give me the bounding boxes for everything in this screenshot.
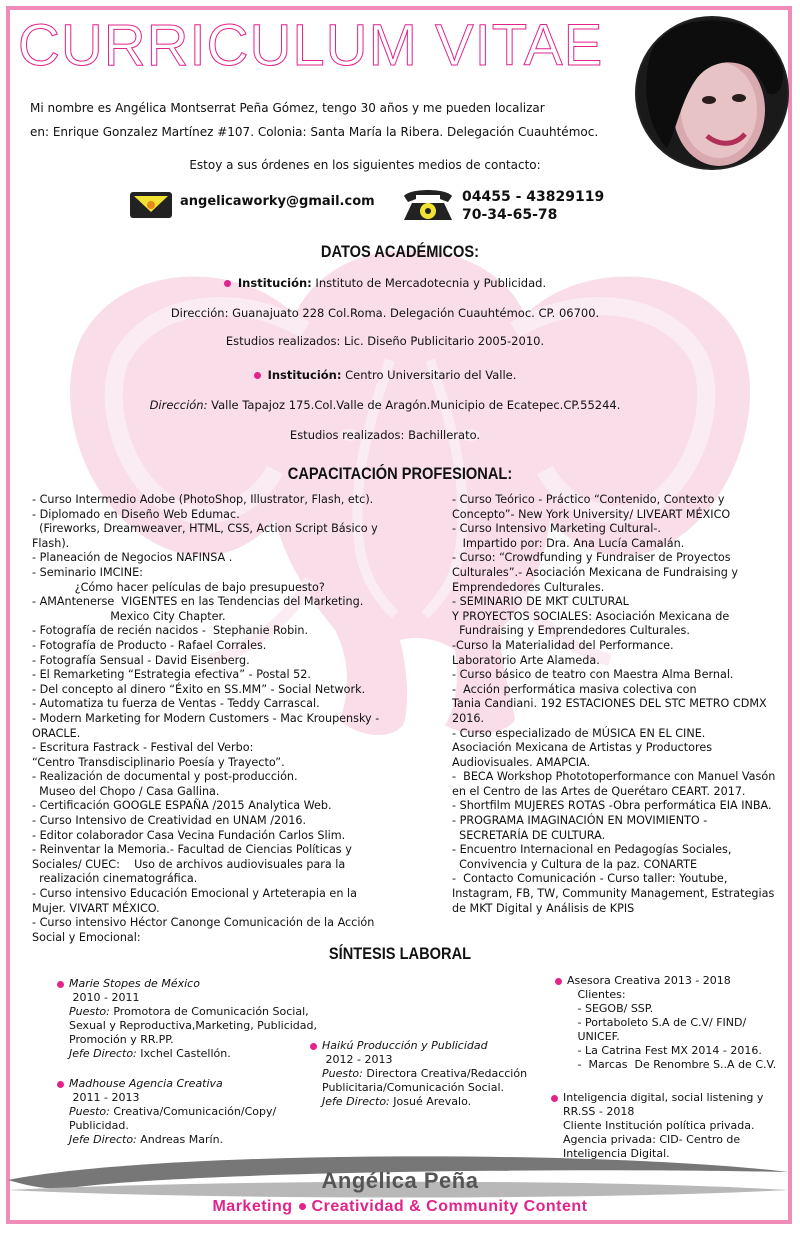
training-item: SECRETARÍA DE CULTURA. — [452, 828, 606, 842]
training-item: - Realización de documental y post-producción. — [32, 770, 298, 784]
training-title: CAPACITACIÓN PROFESIONAL: — [287, 464, 513, 483]
job-boss: Jefe Directo: Josué Arevalo. — [322, 1095, 472, 1108]
job-years: 2010 - 2011 — [72, 991, 140, 1004]
training-item: - Planeación de Negocios NAFINSA . — [32, 551, 233, 565]
intro-text — [30, 96, 598, 144]
job-puesto: Puesto: Creativa/Comunicación/Copy/ — [69, 1105, 277, 1118]
contact-heading: Estoy a sus órdenes en los siguientes medios de contacto: — [189, 158, 541, 172]
training-item: (Fireworks, Dreamweaver, HTML, CSS, Action Script Básico y — [32, 522, 378, 536]
job-line: - Marcas De Renombre S..A de C.V. — [567, 1058, 777, 1071]
training-item: Instagram, FB, TW, Community Management, Estrategias — [452, 887, 775, 901]
academic-address-2: Dirección: Valle Tapajoz 175.Col.Valle de Aragón.Municipio de Ecatepec.CP.55244. — [149, 398, 621, 412]
training-item: “Centro Transdisciplinario Poesía y Trayecto”. — [32, 755, 285, 769]
training-item: - Curso: “Crowdfunding y Fundraiser de Proyectos — [452, 551, 731, 565]
job-company: Marie Stopes de México — [69, 977, 200, 990]
training-item: - Modern Marketing for Modern Customers - Mac Kroupensky - — [32, 711, 380, 725]
job-boss: Jefe Directo: Ixchel Castellón. — [69, 1047, 231, 1060]
job-madhouse — [69, 1077, 276, 1147]
training-item: - Fotografía Sensual - David Eisenberg. — [32, 653, 250, 667]
job-line: Inteligencia Digital. — [563, 1147, 670, 1160]
bullet-icon — [57, 981, 64, 988]
job-marie-stopes — [69, 977, 317, 1061]
training-item: - Curso intensivo Educación Emocional y Arteterapia en la — [32, 887, 357, 901]
page-title: CURRICULUM VITAE — [18, 13, 604, 78]
training-item: - Automatiza tu fuerza de Ventas - Teddy Carrascal. — [32, 697, 320, 711]
job-line: - SEGOB/ SSP. — [567, 1002, 654, 1015]
training-item: - Seminario IMCINE: — [32, 565, 143, 579]
training-item: Tania Candiani. 192 ESTACIONES DEL STC METRO CDMX — [452, 697, 767, 711]
training-item: Flash). — [32, 536, 70, 550]
training-item: - El Remarketing “Estrategia efectiva” - Postal 52. — [32, 668, 311, 682]
training-item: realización cinematográfica. — [32, 872, 198, 886]
training-item: - BECA Workshop Phototoperformance con Manuel Vasón — [452, 770, 776, 784]
training-item: - Certificación GOOGLE ESPAÑA /2015 Analytica Web. — [32, 799, 332, 813]
training-item: - Escritura Fastrack - Festival del Verbo: — [32, 741, 254, 755]
training-list-left — [32, 493, 437, 945]
training-item: - Contacto Comunicación - Curso taller: Youtube, — [452, 872, 728, 886]
training-item: ORACLE. — [32, 726, 81, 740]
training-item: Emprendedores Culturales. — [452, 580, 605, 594]
training-item: Mexico City Chapter. — [32, 609, 226, 623]
footer-name: Angélica Peña — [321, 1168, 479, 1193]
training-item: Fundraising y Emprendedores Culturales. — [452, 624, 690, 638]
envelope-icon — [128, 190, 174, 220]
training-item: ¿Cómo hacer películas de bajo presupuesto? — [32, 580, 325, 594]
job-line: Clientes: — [567, 988, 626, 1001]
job-line: UNICEF. — [567, 1030, 620, 1043]
training-item: Sociales/ CUEC: Uso de archivos audiovisuales para la — [32, 857, 346, 871]
training-item: Culturales”.- Asociación Mexicana de Fundraising y — [452, 565, 738, 579]
academic-institution-2: Institución: Centro Universitario del Valle. — [0, 368, 770, 382]
job-puesto: Puesto: Directora Creativa/Redacción — [322, 1067, 528, 1080]
bullet-icon — [555, 978, 562, 985]
work-title: SÍNTESIS LABORAL — [328, 944, 472, 963]
job-puesto-cont: Publicidad. — [69, 1119, 129, 1132]
bullet-icon — [57, 1081, 64, 1088]
training-item: -Curso la Materialidad del Performance. — [452, 638, 674, 652]
email-address[interactable]: angelicaworky@gmail.com — [180, 194, 375, 209]
training-item: - Acción performática masiva colectiva con — [452, 682, 697, 696]
job-line: Agencia privada: CID- Centro de — [563, 1133, 741, 1146]
job-haiku — [322, 1039, 527, 1109]
training-item: - Curso Teórico - Práctico “Contenido, Contexto y — [452, 493, 725, 506]
job-puesto-cont: Publicitaria/Comunicación Social. — [322, 1081, 505, 1094]
phone-2[interactable]: 70-34-65-78 — [462, 207, 558, 223]
training-item: - Encuentro Internacional en Pedagogías Sociales, — [452, 843, 732, 857]
training-item: Mujer. VIVART MÉXICO. — [32, 901, 160, 915]
job-line: - Portaboleto S.A de C.V/ FIND/ — [567, 1016, 747, 1029]
telephone-icon — [400, 186, 456, 224]
training-item: - Curso Intensivo de Creatividad en UNAM /2016. — [32, 814, 307, 828]
training-item: Y PROYECTOS SOCIALES: Asociación Mexicana de — [452, 609, 730, 623]
training-item: - Curso Intensivo Marketing Cultural-. — [452, 522, 661, 536]
bullet-icon — [254, 372, 261, 379]
job-puesto: Puesto: Promotora de Comunicación Social, — [69, 1005, 309, 1018]
training-item: Audiovisuales. AMAPCIA. — [452, 755, 591, 769]
academic-studies-2: Estudios realizados: Bachillerato. — [289, 428, 481, 442]
job-line: Asesora Creativa 2013 - 2018 — [567, 974, 731, 987]
intro-line-1: Mi nombre es Angélica Montserrat Peña Gómez, tengo 30 años y me pueden localizar — [30, 101, 545, 115]
training-item: - Fotografía de Producto - Rafael Corrales. — [32, 638, 267, 652]
training-item: 2016. — [452, 711, 485, 725]
training-item: - Del concepto al dinero “Éxito en SS.MM” - Social Network. — [32, 682, 366, 696]
phone-numbers — [462, 188, 604, 224]
job-asesora-creativa — [567, 974, 776, 1072]
job-line: Cliente Institución política privada. — [563, 1119, 755, 1132]
training-item: - Reinventar la Memoria.- Facultad de Ciencias Políticas y — [32, 843, 352, 857]
academic-address-1: Dirección: Guanajuato 228 Col.Roma. Delegación Cuauhtémoc. CP. 06700. — [170, 306, 600, 320]
academic-studies-1: Estudios realizados: Lic. Diseño Publicitario 2005-2010. — [225, 334, 545, 348]
training-item: Impartido por: Dra. Ana Lucía Camalán. — [452, 536, 685, 550]
training-item: Convivencia y Cultura de la paz. CONARTE — [452, 857, 698, 871]
training-item: - Diplomado en Diseño Web Edumac. — [32, 507, 240, 521]
job-years: 2012 - 2013 — [325, 1053, 393, 1066]
training-item: de MKT Digital y Análisis de KPIS — [452, 901, 635, 915]
training-item: - PROGRAMA IMAGINACIÓN EN MOVIMIENTO - — [452, 814, 708, 828]
job-company: Madhouse Agencia Creativa — [69, 1077, 223, 1090]
intro-line-2: en: Enrique Gonzalez Martínez #107. Colonia: Santa María la Ribera. Delegación Cuauhtémoc. — [30, 125, 599, 139]
job-company: Haikú Producción y Publicidad — [322, 1039, 488, 1052]
training-item: - SEMINARIO DE MKT CULTURAL — [452, 595, 629, 609]
academic-title: DATOS ACADÉMICOS: — [320, 242, 480, 261]
training-item: Laboratorio Arte Alameda. — [452, 653, 600, 667]
profile-photo — [635, 16, 789, 170]
academic-institution-1: Institución: Instituto de Mercadotecnia y Publicidad. — [0, 276, 770, 290]
training-item: - Shortfilm MUJERES ROTAS -Obra performática EIA INBA. — [452, 799, 772, 813]
job-puesto-cont: Promoción y RR.PP. — [69, 1033, 174, 1046]
training-list-right — [452, 493, 787, 916]
job-line: Inteligencia digital, social listening y — [563, 1091, 764, 1104]
training-item: - Curso Intermedio Adobe (PhotoShop, Illustrator, Flash, etc). — [32, 493, 374, 506]
job-line: RR.SS - 2018 — [563, 1105, 635, 1118]
training-item: - Curso especializado de MÚSICA EN EL CINE. — [452, 726, 706, 740]
training-item: Asociación Mexicana de Artistas y Productores — [452, 741, 713, 755]
training-item: - Editor colaborador Casa Vecina Fundación Carlos Slim. — [32, 828, 346, 842]
bullet-icon — [551, 1095, 558, 1102]
training-item: Concepto”- New York University/ LIVEART MÉXICO — [452, 507, 731, 521]
training-item: - Curso intensivo Héctor Canonge Comunicación de la Acción — [32, 916, 375, 930]
bullet-icon — [299, 1203, 306, 1210]
training-item: - AMAntenerse VIGENTES en las Tendencias del Marketing. — [32, 595, 364, 609]
training-item: - Curso básico de teatro con Maestra Alma Bernal. — [452, 668, 734, 682]
bullet-icon — [310, 1043, 317, 1050]
bullet-icon — [224, 280, 231, 287]
job-line: - La Catrina Fest MX 2014 - 2016. — [567, 1044, 762, 1057]
job-years: 2011 - 2013 — [72, 1091, 140, 1104]
job-puesto-cont: Sexual y Reproductiva,Marketing, Publicidad, — [69, 1019, 317, 1032]
phone-1[interactable]: 04455 - 43829119 — [462, 189, 605, 205]
job-boss: Jefe Directo: Andreas Marín. — [69, 1133, 224, 1146]
footer-tagline: Marketing Creatividad & Community Content — [212, 1198, 588, 1215]
training-item: Museo del Chopo / Casa Gallina. — [32, 784, 220, 798]
training-item: - Fotografía de recién nacidos - Stephanie Robin. — [32, 624, 308, 638]
training-item: en el Centro de las Artes de Querétaro CEART. 2017. — [452, 784, 746, 798]
training-item: Social y Emocional: — [32, 930, 141, 944]
